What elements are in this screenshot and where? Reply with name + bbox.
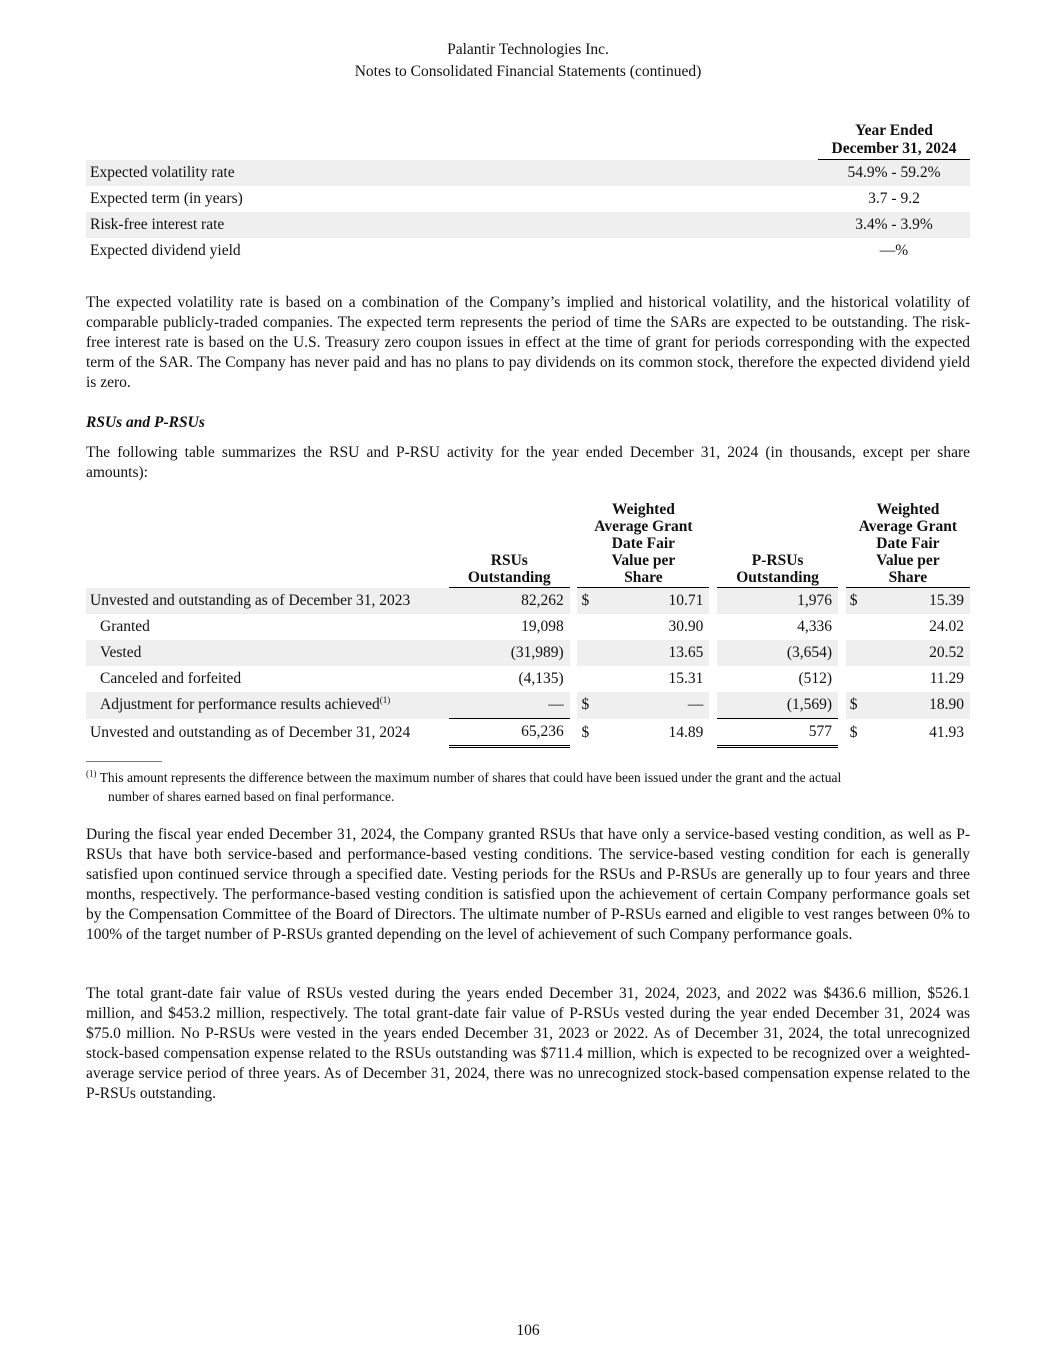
row-value: —% (879, 242, 909, 259)
prsus-value: 577 (717, 719, 838, 747)
row-label: Unvested and outstanding as of December 31, 2024 (90, 723, 411, 741)
table-row (86, 719, 970, 747)
rsus-value: 19,098 (521, 618, 564, 635)
footnote-text-line2: number of shares earned based on final performance. (108, 789, 395, 804)
rsus-value: — (449, 692, 570, 719)
row-label: Risk-free interest rate (86, 212, 818, 238)
rsus-value: (31,989) (449, 640, 570, 666)
currency-symbol: $ (577, 588, 595, 615)
row-label: Expected term (in years) (90, 190, 243, 207)
prsu-weighted-average-header: Weighted Average Grant Date Fair Value per Share (846, 501, 970, 588)
row-label: Granted (100, 618, 150, 635)
table-row (86, 666, 970, 692)
prsus-value: (512) (798, 670, 833, 687)
rsu-price-value: 15.31 (668, 670, 704, 687)
row-label: Canceled and forfeited (100, 670, 242, 687)
rsus-value: 65,236 (449, 719, 570, 747)
footnote (86, 768, 970, 806)
company-name: Palantir Technologies Inc. (447, 41, 609, 58)
year-ended-header: Year Ended December 31, 2024 (818, 122, 970, 160)
currency-symbol: $ (846, 588, 864, 615)
table-row (86, 160, 970, 187)
vesting-paragraph: During the fiscal year ended December 31, 2024, the Company granted RSUs that have only a service-based vesting condition, as well as P-RSUs that have both service-based and performance-based vesting conditions. The service-based vesting condition for each is generally satisfied upon continued service through a specified date. Vesting periods for the RSUs and P-RSUs are generally up to four years and three months, respectively. The performance-based vesting condition is satisfied upon the achievement of certain Company performance goals set by the Compensation Committee of the Board of Directors. The ultimate number of P-RSUs earned and eligible to vest ranges between 0% to 100% of the target number of P-RSUs granted depending on the level of achievement of such Company performance goals. (86, 826, 970, 943)
prsus-value: (3,654) (717, 640, 838, 666)
currency-symbol: $ (849, 723, 858, 741)
footnote-text-line1: This amount represents the difference between the maximum number of shares that could have been issued under the grant and the actual (99, 770, 842, 785)
row-value: 3.4% - 3.9% (818, 212, 970, 238)
rsus-outstanding-header: RSUs Outstanding (449, 501, 570, 588)
table-row (86, 692, 970, 719)
row-label: Adjustment for performance results achieved$^{(1)}$ (86, 692, 449, 719)
table-row (86, 186, 970, 212)
table-row (86, 614, 970, 640)
row-label: Unvested and outstanding as of December 31, 2023 (86, 588, 449, 615)
rsu-price-value: 10.71 (595, 588, 709, 615)
prsus-value: 1,976 (717, 588, 838, 615)
rsu-price-value: — (595, 692, 709, 719)
currency-symbol: $ (577, 692, 595, 719)
rsu-price-value: 13.65 (595, 640, 709, 666)
prsu-price-value: 15.39 (864, 588, 970, 615)
currency-symbol: $ (581, 723, 590, 741)
table-row (86, 588, 970, 615)
table-row (86, 212, 970, 238)
rsus-value: (4,135) (518, 670, 564, 687)
rsu-price-value: 30.90 (668, 618, 704, 635)
prsu-price-value: 18.90 (864, 692, 970, 719)
row-label: Expected dividend yield (90, 242, 241, 259)
page-number: 106 (516, 1322, 540, 1339)
prsus-value: 4,336 (797, 618, 833, 635)
table-row (86, 640, 970, 666)
row-value: 3.7 - 9.2 (868, 190, 920, 207)
rsu-activity-table (86, 501, 970, 748)
row-label: Expected volatility rate (86, 160, 818, 187)
valuation-assumptions-table (86, 122, 970, 264)
prsu-price-value: 24.02 (929, 618, 964, 635)
row-label: Vested (86, 640, 449, 666)
row-value: 54.9% - 59.2% (818, 160, 970, 187)
table-row (86, 238, 970, 264)
prsu-price-value: 41.93 (929, 723, 964, 741)
prsu-price-value: 11.29 (929, 670, 964, 687)
prsus-value: (1,569) (717, 692, 838, 719)
assumptions-paragraph: The expected volatility rate is based on a combination of the Company’s implied and historical volatility, and the historical volatility of comparable publicly-traded companies. The expected term represents the period of time the SARs are expected to be outstanding. The risk-free interest rate is based on the U.S. Treasury zero coupon issues in effect at the time of grant for periods corresponding with the expected term of the SAR. The Company has never paid and has no plans to pay dividends on its common stock, therefore the expected dividend yield is zero. (86, 294, 970, 391)
footnote-marker: (1) (86, 768, 97, 779)
footnote-marker: (1) (379, 695, 391, 706)
footnote-divider (86, 761, 162, 762)
fair-value-paragraph: The total grant-date fair value of RSUs vested during the years ended December 31, 2024, 2023, and 2022 was $436.6 million, $526.1 million, and $453.2 million, respectively. The total grant-date fair value of P-RSUs vested during the year ended December 31, 2024 was $75.0 million. No P-RSUs were vested in the years ended December 31, 2023 or 2022. As of December 31, 2024, the total unrecognized stock-based compensation expense related to the RSUs outstanding was $711.4 million, which is expected to be recognized over a weighted-average service period of three years. As of December 31, 2024, there was no unrecognized stock-based compensation expense related to the P-RSUs outstanding. (86, 985, 970, 1102)
prsus-outstanding-header: P-RSUs Outstanding (717, 501, 838, 588)
section-title: RSUs and P-RSUs (86, 414, 205, 431)
rsu-price-value: 14.89 (668, 723, 704, 741)
currency-symbol: $ (846, 692, 864, 719)
prsu-price-value: 20.52 (864, 640, 970, 666)
rsu-weighted-average-header: Weighted Average Grant Date Fair Value per Share (577, 501, 709, 588)
page-subtitle: Notes to Consolidated Financial Statements (continued) (354, 63, 702, 80)
table-intro: The following table summarizes the RSU and P-RSU activity for the year ended December 31, 2024 (in thousands, except per share amounts): (86, 444, 970, 481)
rsus-value: 82,262 (449, 588, 570, 615)
